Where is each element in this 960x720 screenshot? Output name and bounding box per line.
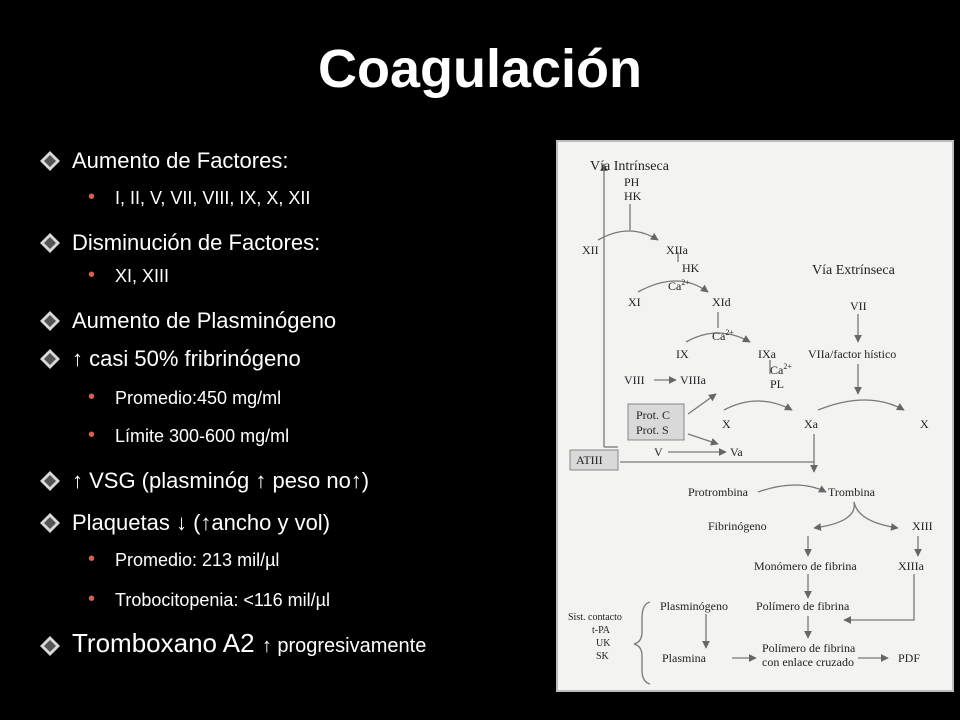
plasmina-label: Plasmina bbox=[662, 651, 706, 665]
diamond-bullet-icon bbox=[40, 151, 60, 171]
bullet-fibrinogeno: ↑ casi 50% fribrinógeno bbox=[40, 346, 301, 372]
ixa-label: IXa bbox=[758, 347, 776, 361]
xa-label: Xa bbox=[804, 417, 818, 431]
dot-bullet-icon: • bbox=[88, 424, 96, 446]
dot-bullet-icon: • bbox=[88, 186, 96, 208]
diamond-bullet-icon bbox=[40, 513, 60, 533]
diamond-bullet-icon bbox=[40, 471, 60, 491]
dot-bullet-icon: • bbox=[88, 264, 96, 286]
polimero-cruzado-label-2: con enlace cruzado bbox=[762, 655, 854, 669]
uk-label: UK bbox=[596, 638, 611, 649]
bullet-plaquetas: Plaquetas ↓ (↑ancho y vol) bbox=[40, 510, 330, 536]
sub-bullet-trombocitopenia: • Trobocitopenia: <116 mil/µl bbox=[88, 588, 330, 610]
ca2-label: $Ca^{2+}$ bbox=[712, 328, 734, 343]
prot-c-label: Prot. C bbox=[636, 408, 671, 422]
xiia-label: XIIa bbox=[666, 243, 688, 257]
viii-label: VIII bbox=[624, 373, 645, 387]
v-label: V bbox=[654, 445, 663, 459]
polimero-label: Polímero de fibrina bbox=[756, 599, 850, 613]
prot-s-label: Prot. S bbox=[636, 423, 669, 437]
ca3-label: $Ca^{2+}$ bbox=[770, 362, 792, 377]
xiiia-label: XIIIa bbox=[898, 559, 924, 573]
protrombina-label: Protrombina bbox=[688, 485, 748, 499]
diamond-bullet-icon bbox=[40, 311, 60, 331]
bullet-plasminogeno: Aumento de Plasminógeno bbox=[40, 308, 336, 334]
bullet-tromboxano: Tromboxano A2 ↑ progresivamente bbox=[40, 628, 426, 659]
ph-label: PH bbox=[624, 175, 640, 189]
sub-bullet-promedio-plaquetas: • Promedio: 213 mil/µl bbox=[88, 548, 280, 570]
polimero-cruzado-label-1: Polímero de fibrina bbox=[762, 641, 856, 655]
xid-label: XId bbox=[712, 295, 731, 309]
plasminogeno-label: Plasminógeno bbox=[660, 599, 728, 613]
viiia-label: VIIIa bbox=[680, 373, 706, 387]
dot-bullet-icon: • bbox=[88, 548, 96, 570]
sub-bullet-disminucion-list: • XI, XIII bbox=[88, 264, 170, 286]
bullet-aumento-factores: Aumento de Factores: bbox=[40, 148, 288, 174]
sub-bullet-limite-fibrinogeno: • Límite 300-600 mg/ml bbox=[88, 424, 290, 446]
coagulation-cascade-diagram bbox=[556, 140, 954, 692]
diamond-bullet-icon bbox=[40, 233, 60, 253]
x2-label: X bbox=[920, 417, 929, 431]
via-intrinseca-label: Vía Intrínseca bbox=[590, 159, 669, 174]
atiii-label: ATIII bbox=[576, 453, 603, 467]
bullet-vsg: ↑ VSG (plasminóg ↑ peso no↑) bbox=[40, 468, 369, 494]
diamond-bullet-icon bbox=[40, 349, 60, 369]
trombina-label: Trombina bbox=[828, 485, 875, 499]
x1-label: X bbox=[722, 417, 731, 431]
fibrinogeno-label: Fibrinógeno bbox=[708, 519, 767, 533]
hk-label: HK bbox=[624, 189, 642, 203]
diamond-bullet-icon bbox=[40, 636, 60, 656]
vii-label: VII bbox=[850, 299, 867, 313]
via-extrinseca-label: Vía Extrínseca bbox=[812, 263, 895, 278]
tpa-label: t-PA bbox=[592, 625, 610, 636]
xiii-label: XIII bbox=[912, 519, 933, 533]
va-label: Va bbox=[730, 445, 743, 459]
pl-label: PL bbox=[770, 377, 785, 391]
bullet-disminucion-factores: Disminución de Factores: bbox=[40, 230, 320, 256]
hk2-label: HK bbox=[682, 261, 700, 275]
ca1-label: $Ca^{2+}$ bbox=[668, 278, 690, 293]
sist-contacto-label: Sist. contacto bbox=[568, 612, 622, 623]
pdf-label: PDF bbox=[898, 651, 921, 665]
viia-factor-histico-label: VIIa/factor hístico bbox=[808, 347, 897, 361]
sub-bullet-factores-list: • I, II, V, VII, VIII, IX, X, XII bbox=[88, 186, 311, 208]
slide-title: Coagulación bbox=[317, 39, 643, 99]
sub-bullet-promedio-fibrinogeno: • Promedio:450 mg/ml bbox=[88, 386, 282, 408]
dot-bullet-icon: • bbox=[88, 588, 96, 610]
ix-label: IX bbox=[676, 347, 689, 361]
monomero-label: Monómero de fibrina bbox=[754, 559, 857, 573]
xii-label: XII bbox=[582, 243, 599, 257]
xi-label: XI bbox=[628, 295, 641, 309]
dot-bullet-icon: • bbox=[88, 386, 96, 408]
sk-label: SK bbox=[596, 651, 609, 662]
